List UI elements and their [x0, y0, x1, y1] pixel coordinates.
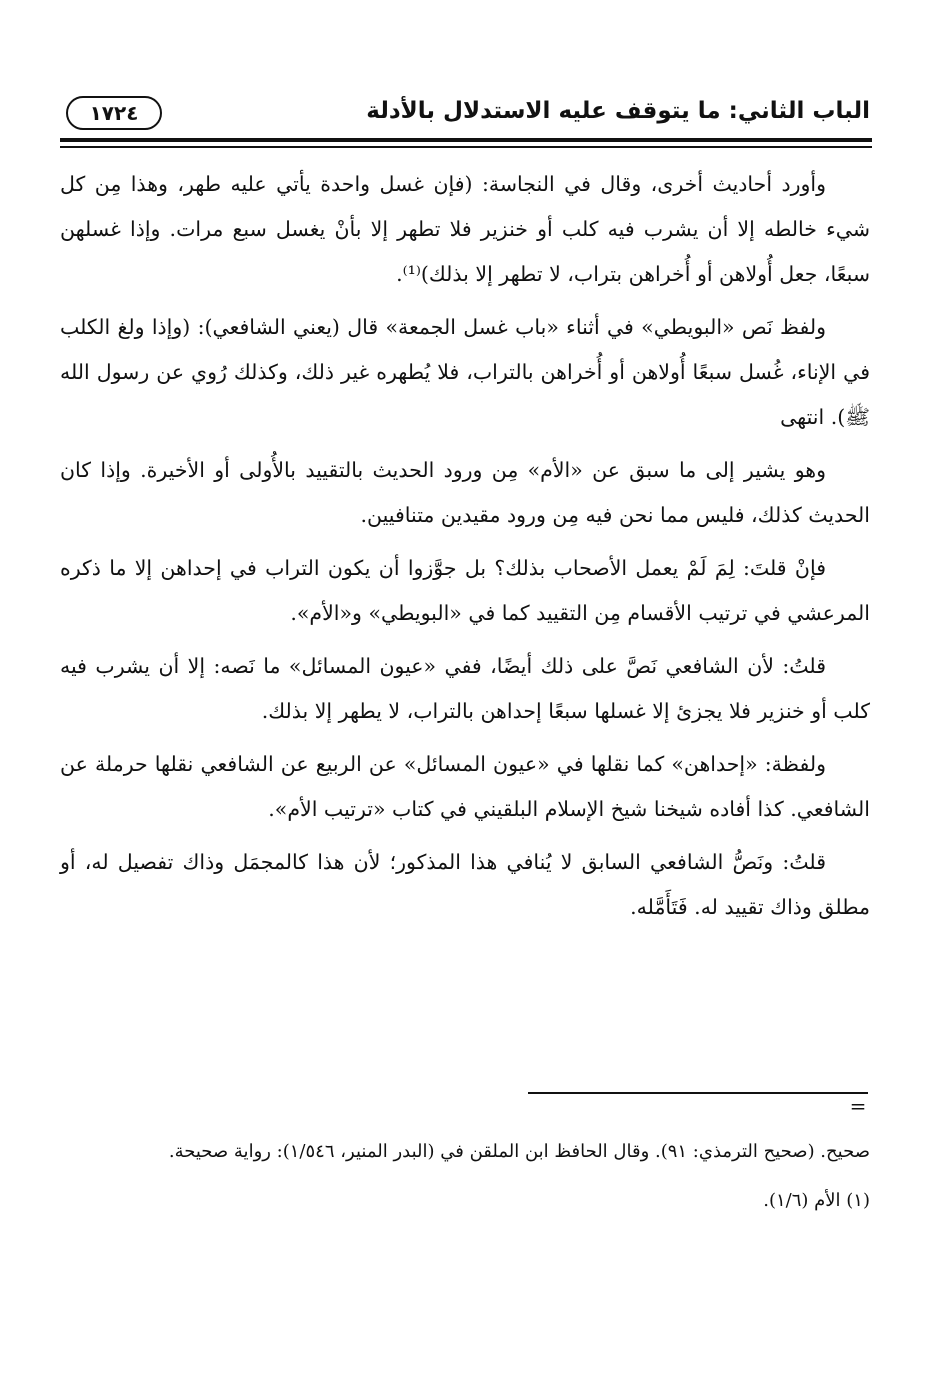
paragraph: وأورد أحاديث أخرى، وقال في النجاسة: (فإن غسل واحدة يأتي عليه طهر، وهذا مِن كل شيء خالطه إلا أن يشرب فيه كلب أو خنزير فلا تطهر إلا بأنْ يغسل سبع مرات. وإذا غسلهن سبعًا، جعل أُولاهن أو أُخراهن بتراب، لا تطهر إلا بذلك)⁽¹⁾. [60, 172, 870, 286]
header-rule-thin [60, 146, 872, 148]
footnote-continuation-mark: = [849, 1094, 867, 1118]
page-header [66, 96, 870, 136]
paragraph: وهو يشير إلى ما سبق عن «الأم» مِن ورود الحديث بالتقييد بالأُولى أو الأخيرة. وإذا كان الحديث كذلك، فليس مما نحن فيه مِن ورود مقيدين متنافيين. [60, 458, 870, 527]
paragraph: فإنْ قلتَ: لِمَ لَمْ يعمل الأصحاب بذلك؟ بل جوَّزوا أن يكون التراب في إحداهن إلا ما ذكره المرعشي في ترتيب الأقسام مِن التقييد كما في «البويطي» و«الأم». [60, 556, 870, 625]
paragraph: ولفظ نَص «البويطي» في أثناء «باب غسل الجمعة» قال (يعني الشافعي): (وإذا ولغ الكلب في الإناء، غُسل سبعًا أُولاهن أو أُخراهن بالتراب، فلا يُطهره غير ذلك، وكذلك رُوي عن رسول الله ﷺ). انتهى [60, 315, 870, 429]
footnotes [60, 1130, 870, 1228]
paragraph: قلتُ: ونَصُّ الشافعي السابق لا يُنافي هذا المذكور؛ لأن هذا كالمجمَل وذاك تفصيل له، أو مطلق وذاك تقييد له. فَتَأَمَّله. [60, 850, 870, 919]
running-title: الباب الثاني: ما يتوقف عليه الاستدلال بالأدلة [366, 98, 870, 124]
paragraph: قلتُ: لأن الشافعي نَصَّ على ذلك أيضًا، ففي «عيون المسائل» ما نَصه: إلا أن يشرب فيه كلب أو خنزير فلا يجزئ إلا غسلها سبعًا إحداهن بالتراب، لا يطهر إلا بذلك. [60, 654, 870, 723]
page-number: ١٧٢٤ [66, 96, 162, 130]
paragraph: ولفظة: «إحداهن» كما نقلها في «عيون المسائل» عن الربيع عن الشافعي نقلها حرملة عن الشافعي. كذا أفاده شيخنا شيخ الإسلام البلقيني في كتاب «ترتيب الأم». [60, 752, 870, 821]
footnote: (١) الأم (١/٦). [763, 1190, 870, 1211]
footnote: صحيح. (صحيح الترمذي: ٩١). وقال الحافظ ابن الملقن في (البدر المنير، ١/٥٤٦): رواية صحيحة. [168, 1141, 870, 1162]
footnote-separator [528, 1092, 868, 1094]
main-text [60, 162, 870, 938]
header-rule-thick [60, 138, 872, 142]
